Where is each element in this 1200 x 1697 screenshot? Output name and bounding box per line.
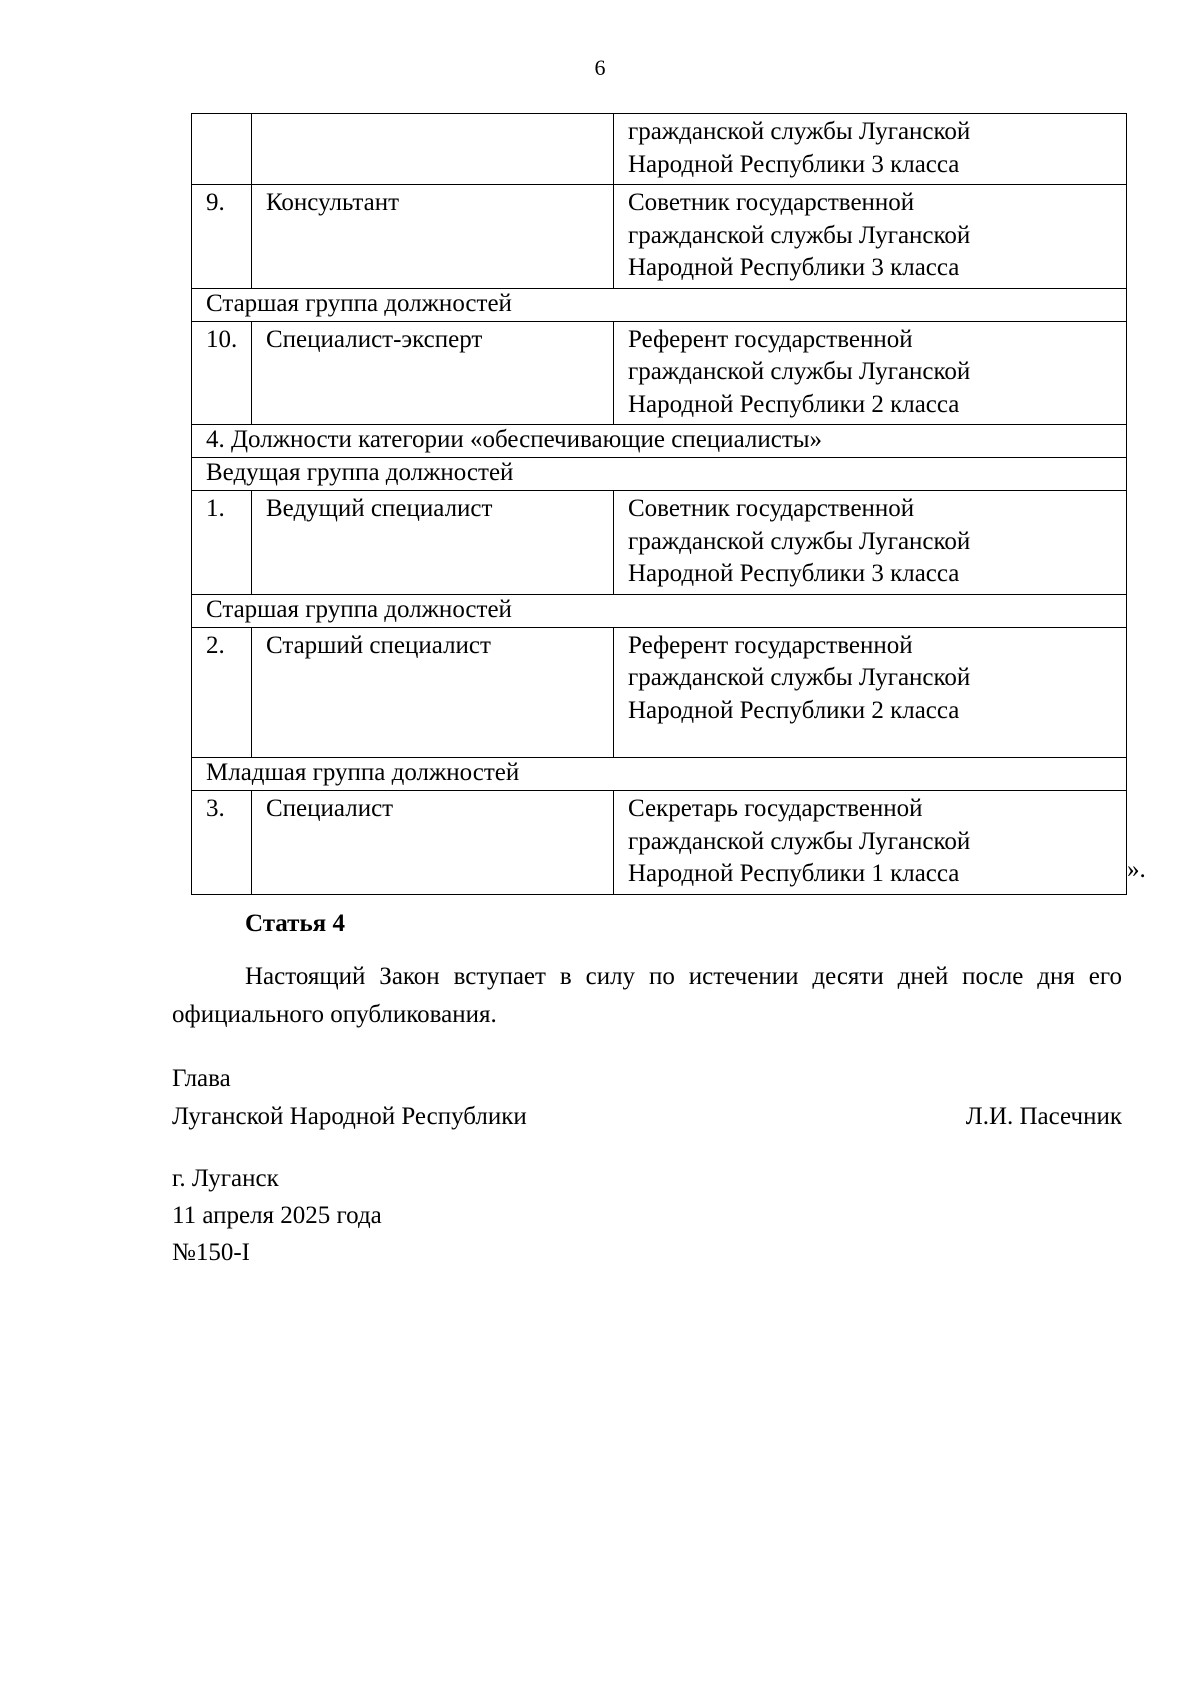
position-name-cell: Специалист — [252, 791, 614, 895]
place-date-block — [172, 1160, 382, 1271]
class-rank-line: Советник государственной — [628, 189, 915, 216]
group-heading-cell: Старшая группа должностей — [192, 288, 1127, 321]
class-rank-line: гражданской службы Луганской — [628, 118, 971, 145]
class-rank-line: Народной Республики 1 класса — [628, 860, 960, 887]
table-group-row — [192, 758, 1127, 791]
position-name-cell: Специалист-эксперт — [252, 321, 614, 425]
class-rank-cell — [614, 791, 1127, 895]
group-heading-cell: Старшая группа должностей — [192, 594, 1127, 627]
positions-table — [191, 113, 1127, 895]
position-name-cell: Старший специалист — [252, 627, 614, 758]
date: 11 апреля 2025 года — [172, 1202, 382, 1229]
class-rank-line: Советник государственной — [628, 495, 915, 522]
table-row — [192, 321, 1127, 425]
law-number: №150-I — [172, 1239, 251, 1266]
class-rank-cell — [614, 114, 1127, 185]
signature-block — [172, 1060, 1122, 1136]
class-rank-line: гражданской службы Луганской — [628, 827, 971, 855]
table-group-row — [192, 425, 1127, 458]
page-number: 6 — [594, 55, 606, 80]
signatory-name: Л.И. Пасечник — [965, 1103, 1122, 1130]
row-number-cell: 1. — [192, 491, 252, 595]
class-rank-line: Референт государственной — [628, 325, 913, 353]
class-rank-line: Народной Республики 3 класса — [628, 254, 960, 281]
signature-row — [172, 1098, 1122, 1136]
class-rank-cell — [614, 185, 1127, 289]
article-text: Настоящий Закон вступает в силу по истечении десяти дней после дня его официального опубликования. — [172, 963, 1122, 1028]
position-name-cell: Консультант — [252, 185, 614, 289]
group-heading-cell: Ведущая группа должностей — [192, 458, 1127, 491]
class-rank-cell — [614, 491, 1127, 595]
class-rank-cell — [614, 627, 1127, 758]
group-heading-cell: Младшая группа должностей — [192, 758, 1127, 791]
signature-title-line1: Глава — [172, 1065, 231, 1092]
class-rank-line: гражданской службы Луганской — [628, 527, 971, 555]
row-number-cell — [192, 114, 252, 185]
table-group-row — [192, 594, 1127, 627]
class-rank-line: гражданской службы Луганской — [628, 664, 971, 691]
class-rank-line: Референт государственной — [628, 631, 913, 659]
row-number-cell: 2. — [192, 627, 252, 758]
class-rank-line: Народной Республики 3 класса — [628, 560, 960, 587]
city: г. Луганск — [172, 1165, 279, 1192]
row-number-cell: 3. — [192, 791, 252, 895]
table-row — [192, 185, 1127, 289]
class-rank-cell — [614, 321, 1127, 425]
signature-title-line2: Луганской Народной Республики — [172, 1103, 527, 1130]
table-group-row — [192, 288, 1127, 321]
row-number-cell: 10. — [192, 321, 252, 425]
class-rank-line: Секретарь государственной — [628, 795, 923, 822]
class-rank-line: Народной Республики 2 класса — [628, 390, 960, 418]
table-group-row — [192, 458, 1127, 491]
table-row — [192, 627, 1127, 758]
article-heading: Статья 4 — [245, 910, 345, 937]
table-row — [192, 791, 1127, 895]
position-name-cell — [252, 114, 614, 185]
table-body — [192, 114, 1127, 895]
position-name-cell: Ведущий специалист — [252, 491, 614, 595]
closing-quote: ». — [1127, 856, 1146, 883]
class-rank-line: гражданской службы Луганской — [628, 358, 971, 385]
class-rank-line: гражданской службы Луганской — [628, 221, 971, 249]
row-number-cell: 9. — [192, 185, 252, 289]
table-row — [192, 114, 1127, 185]
class-rank-line: Народной Республики 2 класса — [628, 696, 960, 724]
group-heading-cell: 4. Должности категории «обеспечивающие специалисты» — [192, 425, 1127, 458]
class-rank-line: Народной Республики 3 класса — [628, 150, 960, 178]
table-row — [192, 491, 1127, 595]
